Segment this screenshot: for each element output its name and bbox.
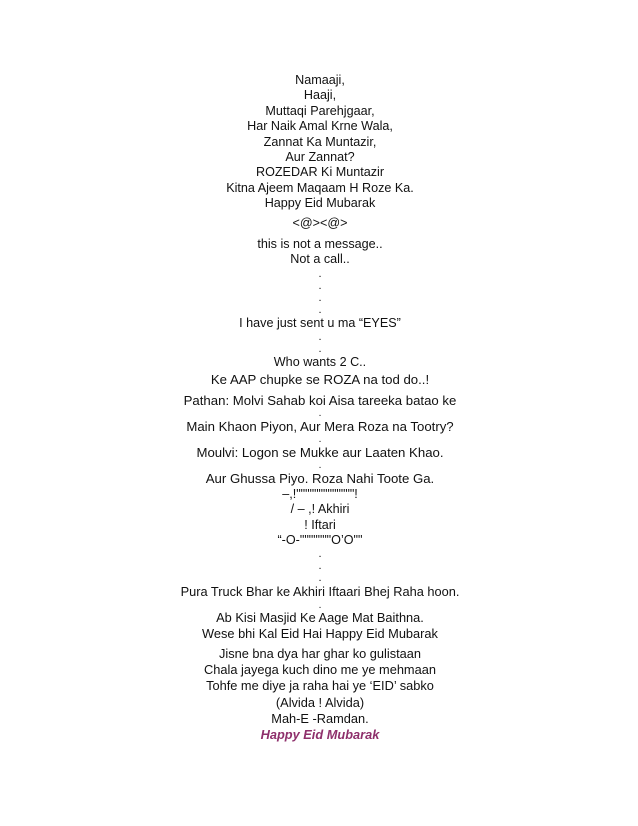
text-line: Haaji, — [303, 88, 337, 103]
text-line: Who wants 2 C.. — [273, 355, 367, 370]
text-line: Har Naik Amal Krne Wala, — [247, 119, 393, 134]
dot-line: . — [318, 599, 322, 611]
text-line: Muttaqi Parehjgaar, — [265, 103, 375, 118]
text-line: Main Khaon Piyon, Aur Mera Roza na Tootry? — [186, 418, 454, 434]
text-line: Jisne bna dya har ghar ko gulistaan — [218, 645, 422, 661]
dot-line: . — [318, 343, 322, 356]
closing-greeting: Happy Eid Mubarak — [260, 726, 380, 742]
text-line: I have just sent u ma “EYES” — [239, 315, 401, 330]
dot-line: . — [318, 407, 322, 419]
text-line: “-O-"""""""O’O"" — [277, 532, 363, 547]
dot-line: . — [318, 548, 322, 561]
dot-line: . — [318, 279, 322, 292]
text-line: Not a call.. — [290, 252, 350, 267]
text-line: this is not a message.. — [257, 237, 383, 252]
text-line: Happy Eid Mubarak — [264, 196, 376, 211]
dot-line: . — [318, 303, 322, 316]
text-line: Aur Zannat? — [285, 150, 355, 165]
dot-line: . — [318, 267, 322, 280]
greeting-block — [170, 73, 470, 212]
dot-line: . — [318, 459, 322, 471]
pathan-block — [170, 392, 470, 487]
text-line: / – ,! Akhiri — [290, 502, 350, 517]
farewell-block — [170, 646, 470, 743]
dot-line: . — [318, 560, 322, 573]
text-line: (Alvida ! Alvida) — [275, 694, 365, 710]
text-line: Chala jayega kuch dino me ye mehmaan — [204, 662, 436, 678]
text-line: ROZEDAR Ki Muntazir — [255, 165, 385, 180]
text-line: Pathan: Molvi Sahab koi Aisa tareeka batao ke — [183, 392, 457, 408]
text-line: Ab Kisi Masjid Ke Aage Mat Baithna. — [216, 609, 424, 625]
text-line: Zannat Ka Muntazir, — [263, 134, 377, 149]
dot-line: . — [318, 433, 322, 445]
dot-line: . — [318, 291, 322, 304]
text-line: Namaaji, — [295, 73, 345, 87]
text-line: Tohfe me diye ja raha hai ye ‘EID’ sabko — [206, 678, 434, 694]
message-column — [170, 73, 470, 743]
text-line: Aur Ghussa Piyo. Roza Nahi Toote Ga. — [205, 470, 435, 486]
text-line: Ke AAP chupke se ROZA na tod do..! — [210, 371, 430, 387]
text-line: Moulvi: Logon se Mukke aur Laaten Khao. — [196, 444, 444, 460]
text-line: Pura Truck Bhar ke Akhiri Iftaari Bhej Raha hoon. — [180, 584, 460, 600]
text-line: ! Iftari — [304, 517, 336, 532]
dot-line: . — [318, 331, 322, 344]
eyes-block — [170, 237, 470, 388]
text-line: Mah-E -Ramdan. — [271, 710, 369, 726]
symbol-line: <@><@> — [292, 215, 348, 230]
text-line: Kitna Ajeem Maqaam H Roze Ka. — [226, 180, 414, 195]
text-line: –,!"""""""""""""! — [282, 486, 358, 501]
iftari-block — [170, 487, 470, 642]
dot-line: . — [318, 572, 322, 585]
text-line: Wese bhi Kal Eid Hai Happy Eid Mubarak — [202, 625, 438, 641]
